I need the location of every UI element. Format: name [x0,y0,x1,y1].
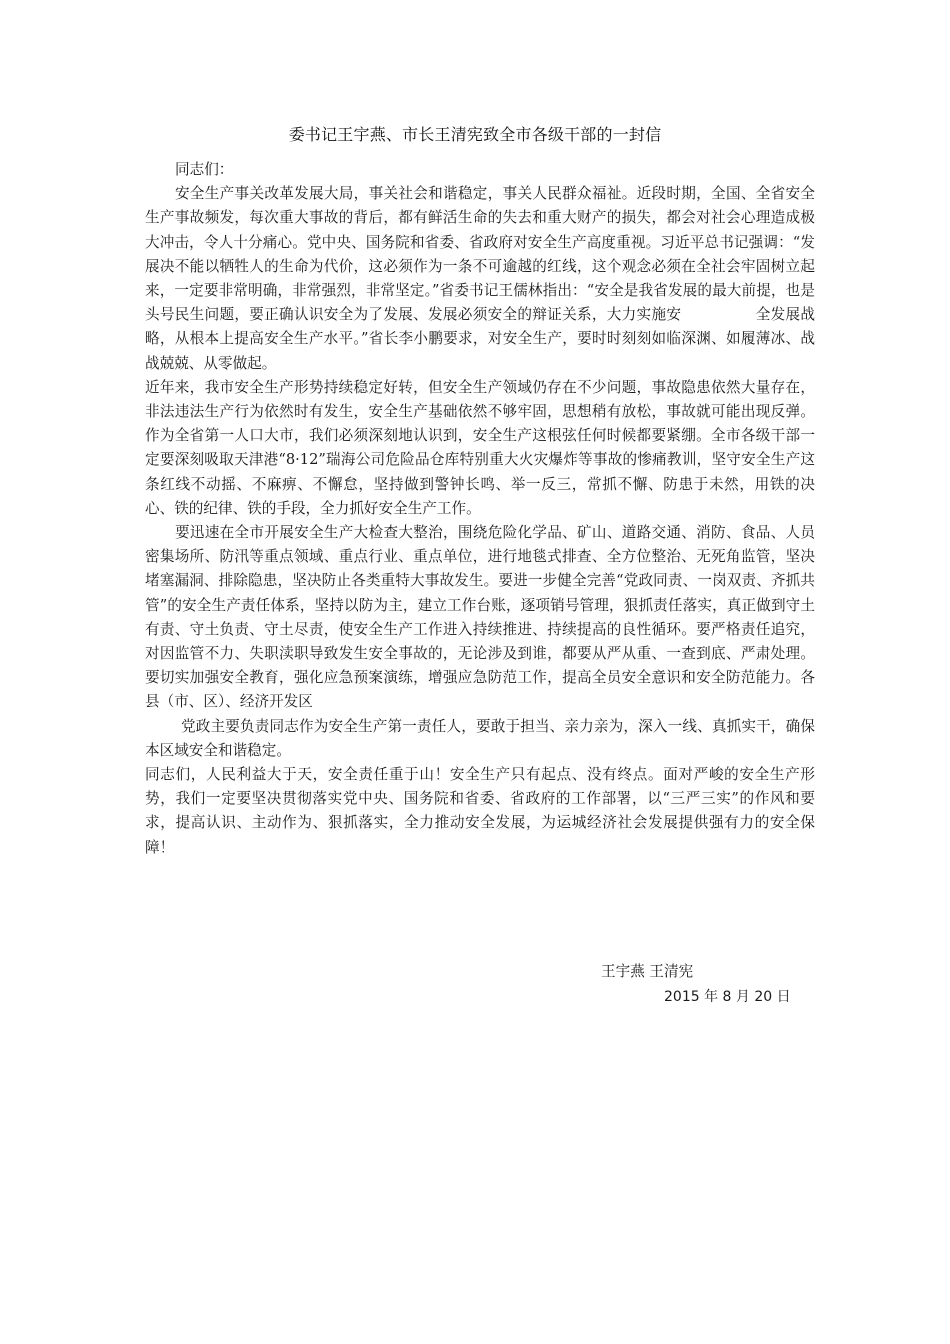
signature-date: 2015 年 8 月 20 日 [664,989,791,1005]
letter-title: 委书记王宇燕、市长王清宪致全市各级干部的一封信 [288,125,662,144]
letter-paragraph-3: 要迅速在全市开展安全生产大检查大整治，围绕危险化学品、矿山、道路交通、消防、食品、人员密集场所、防汛等重点领域、重点行业、重点单位，进行地毯式排查、全方位整治、无死角监管，坚决堵塞漏洞、排除隐患，坚决防止各类重特大事故发生。要进一步健全完善“党政同责、一岗双责、齐抓共管”的安全生产责任体系，坚持以防为主，建立工作台账，逐项销号管理，狠抓责任落实，真正做到守土有责、守土负责、守土尽责，使安全生产工作进入持续推进、持续提高的良性循环。要严格责任追究，对因监管不力、失职渎职导致发生安全事故的，无论涉及到谁，都要从严从重、一查到底、严肃处理。要切实加强安全教育，强化应急预案演练，增强应急防范工作，提高全员安全意识和安全防范能力。各县（市、区）、经济开发区 [145,524,815,711]
letter-paragraph-1: 安全生产事关改革发展大局，事关社会和谐稳定，事关人民群众福祉。近段时期，全国、全省安全生产事故频发，每次重大事故的背后，都有鲜活生命的失去和重大财产的损失，都会对社会心理造成极大冲击，令人十分痛心。党中央、国务院和省委、省政府对安全生产高度重视。习近平总书记强调：“发展决不能以牺牲人的生命为代价，这必须作为一条不可逾越的红线，这个观念必须在全社会牢固树立起来，一定要非常明确，非常强烈，非常坚定。”省委书记王儒林指出：“安全是我省发展的最大前提，也是头号民生问题，要正确认识安全为了发展、发展必须安全的辩证关系，大力实施安 全发展战略，从根本上提高安全生产水平。”省长李小鹏要求，对安全生产，要时时刻刻如临深渊、如履薄冰、战战兢兢、从零做起。 [145,185,815,372]
letter-paragraph-4: 党政主要负责同志作为安全生产第一责任人，要敢于担当、亲力亲为，深入一线、真抓实干，确保本区域安全和谐稳定。 [145,717,815,759]
letter-greeting: 同志们： [175,161,234,178]
letter-paragraph-2: 近年来，我市安全生产形势持续稳定好转，但安全生产领域仍存在不少问题，事故隐患依然大量存在，非法违法生产行为依然时有发生，安全生产基础依然不够牢固，思想稍有放松，事故就可能出现反弹。作为全省第一人口大市，我们必须深刻地认识到，安全生产这根弦任何时候都要紧绷。全市各级干部一定要深刻吸取天津港“8·12”瑞海公司危险品仓库特别重大火灾爆炸等事故的惨痛教训，坚守安全生产这条红线不动摇、不麻痹、不懈怠，坚持做到警钟长鸣、举一反三，常抓不懈、防患于未然，用铁的决心、铁的纪律、铁的手段，全力抓好安全生产工作。 [145,378,815,517]
signature-names: 王宇燕 王清宪 [601,963,694,980]
letter-body [145,158,815,860]
letter-paragraph-5: 同志们，人民利益大于天，安全责任重于山！安全生产只有起点、没有终点。面对严峻的安全生产形势，我们一定要坚决贯彻落实党中央、国务院和省委、省政府的工作部署，以“三严三实”的作风和要求，提高认识、主动作为、狠抓落实，全力推动安全发展，为运城经济社会发展提供强有力的安全保障！ [145,766,815,856]
